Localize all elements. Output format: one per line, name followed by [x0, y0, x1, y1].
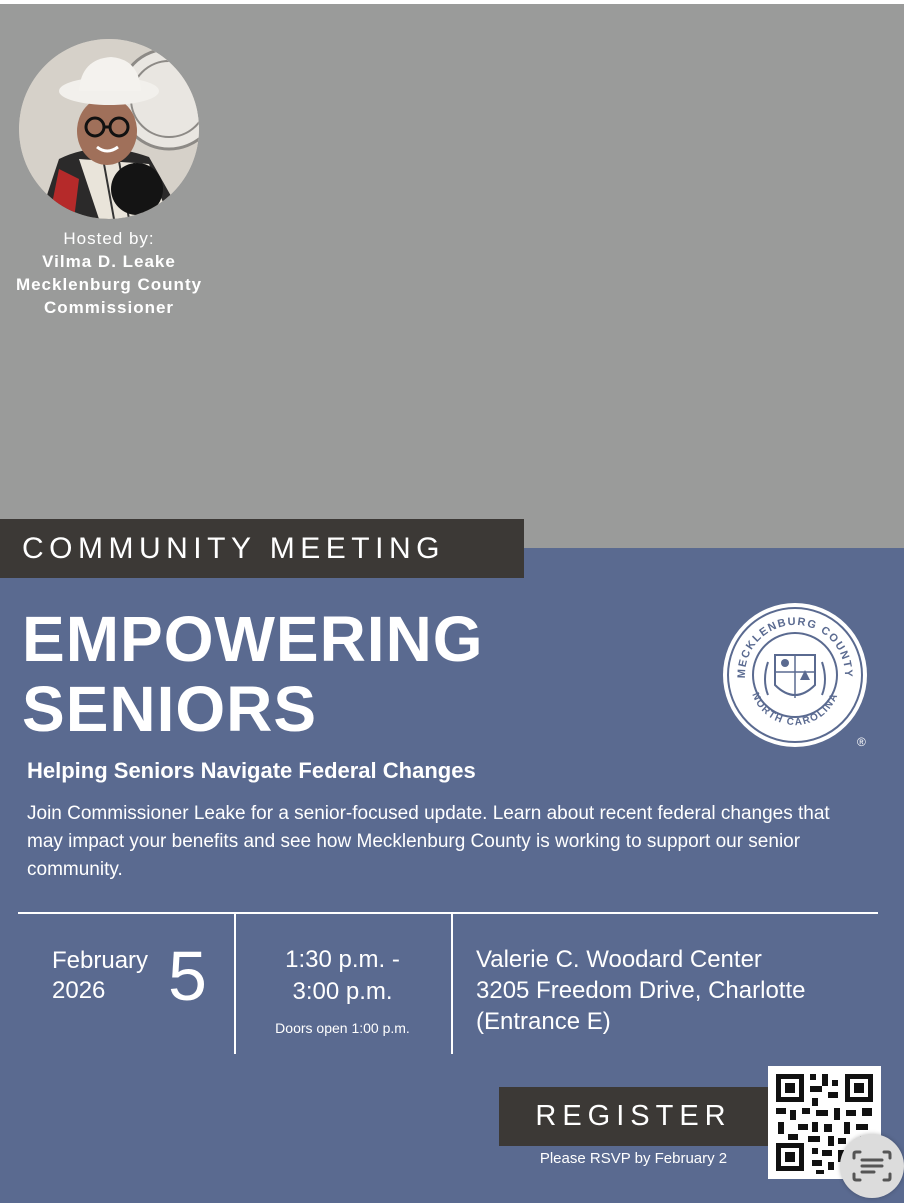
event-time: [240, 944, 445, 1036]
register-label: REGISTER: [535, 1100, 732, 1132]
seal-registered-mark: ®: [857, 735, 866, 749]
scan-text-icon[interactable]: [840, 1134, 904, 1198]
venue-name: Valerie C. Woodard Center: [476, 946, 762, 973]
host-info: [0, 228, 218, 319]
banner-label: COMMUNITY MEETING: [22, 532, 445, 565]
details-divider-1: [234, 914, 236, 1054]
rsvp-note: Please RSVP by February 2: [539, 1150, 728, 1167]
seal-top-text: MECKLENBURG COUNTY: [735, 615, 855, 679]
details-divider-horizontal: [18, 912, 878, 914]
venue-address: 3205 Freedom Drive, Charlotte: [476, 977, 806, 1004]
register-button[interactable]: [499, 1087, 768, 1146]
details-divider-2: [451, 914, 453, 1054]
seal-bottom-text: NORTH CAROLINA: [749, 691, 841, 729]
county-seal-icon: [720, 600, 870, 750]
title-line-1: EMPOWERING: [22, 603, 484, 675]
event-title: [22, 604, 484, 744]
event-day: 5: [168, 937, 207, 1015]
event-month: February: [52, 947, 149, 974]
top-edge-strip: [0, 0, 904, 4]
community-meeting-banner: [0, 519, 524, 578]
host-org: Mecklenburg County: [15, 275, 203, 294]
event-subtitle: Helping Seniors Navigate Federal Changes: [27, 758, 476, 783]
title-line-2: SENIORS: [22, 673, 318, 745]
venue-entrance: (Entrance E): [476, 1008, 611, 1035]
event-description: Join Commissioner Leake for a senior-focused update. Learn about recent federal changes that may impact your benefits and see how Mecklenburg County is working to support our senior community.: [27, 803, 830, 880]
host-role: Commissioner: [43, 298, 175, 317]
event-year: 2026: [52, 977, 106, 1004]
time-end: 3:00 p.m.: [292, 978, 393, 1005]
host-label: Hosted by:: [63, 229, 155, 248]
host-name: Vilma D. Leake: [42, 252, 176, 271]
doors-open: Doors open 1:00 p.m.: [275, 1020, 410, 1036]
time-start: 1:30 p.m. -: [285, 946, 400, 973]
event-venue: [476, 944, 805, 1037]
event-date: [52, 946, 148, 1006]
host-portrait-icon: [19, 39, 199, 219]
